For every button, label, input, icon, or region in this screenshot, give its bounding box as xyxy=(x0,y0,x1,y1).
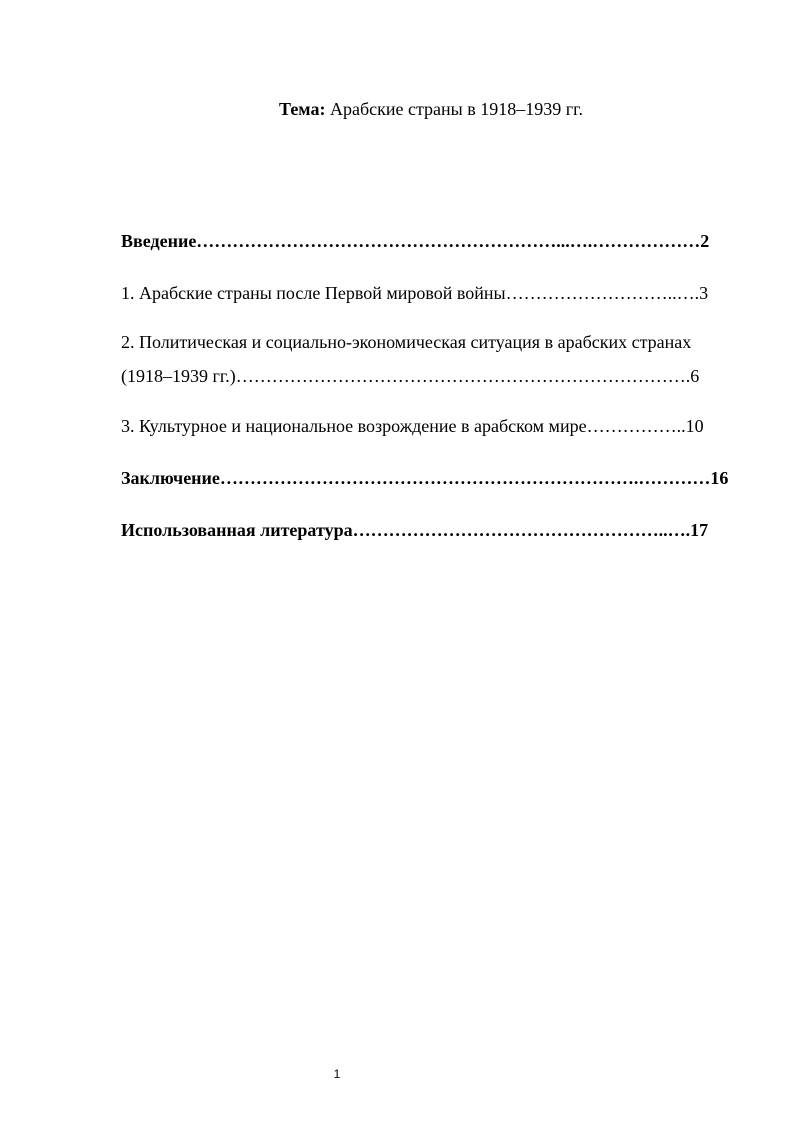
toc-entry-chapter-1: 1. Арабские страны после Первой мировой войны………………………..….3 xyxy=(121,283,709,303)
topic-label: Тема: xyxy=(279,99,326,119)
toc-entry-conclusion: Заключение…………………………………………………………….…………16 xyxy=(121,468,729,488)
topic-text: Арабские страны в 1918–1939 гг. xyxy=(325,99,583,119)
toc-entry-references: Использованная литература……………………………………………..….17 xyxy=(121,520,709,540)
document-topic xyxy=(0,97,800,121)
page-number: 1 xyxy=(333,1067,341,1081)
toc-entry-introduction: Введение……………………………………………………...….………………2 xyxy=(121,231,710,251)
toc-entry-chapter-2-line-2: (1918–1939 гг.)………………………………………………………………….6 xyxy=(121,366,700,386)
toc-entry-chapter-3: 3. Культурное и национальное возрождение в арабском мире……………..10 xyxy=(121,416,704,436)
toc-entry-chapter-2-line-1: 2. Политическая и социально-экономическая ситуация в арабских странах xyxy=(121,332,692,352)
